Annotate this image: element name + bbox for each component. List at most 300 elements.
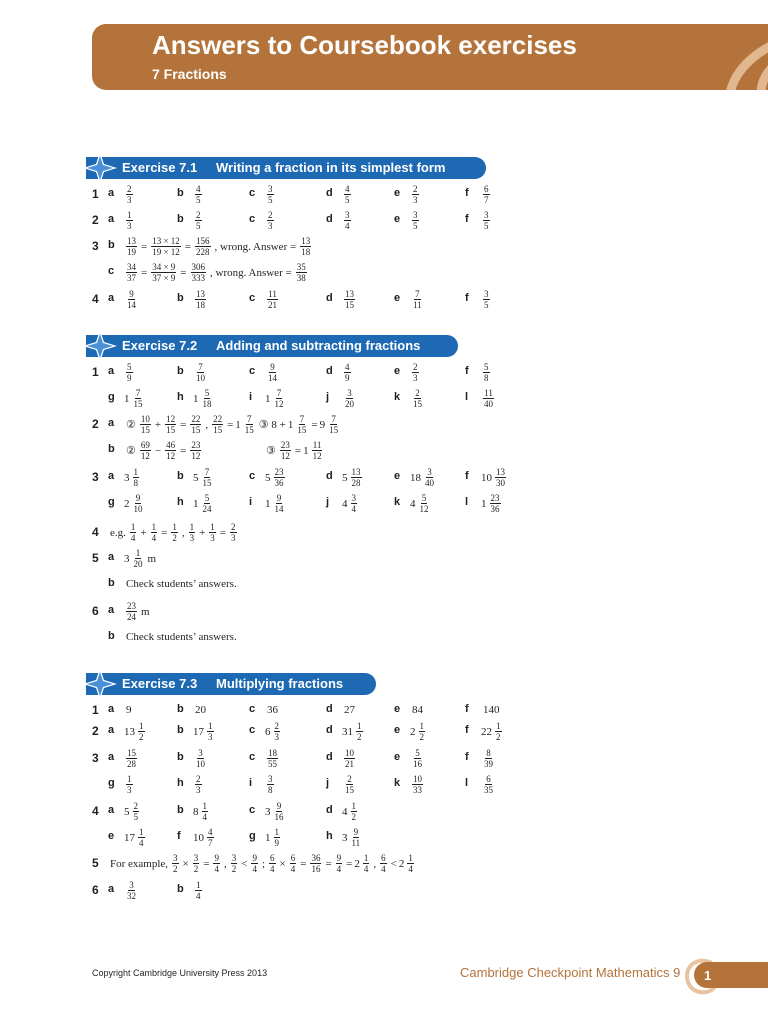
whole-number: 1 [193, 497, 199, 510]
denominator: 15 [166, 425, 176, 435]
denominator: 19 × 12 [152, 247, 180, 257]
numerator: 7 [331, 414, 336, 424]
answer-text: = [311, 418, 318, 431]
fraction [207, 827, 214, 848]
denominator: 36 [490, 504, 500, 514]
fraction [290, 853, 297, 874]
part-letter: l [465, 391, 469, 403]
part-letter: f [465, 703, 469, 715]
numerator: 1 [135, 548, 141, 558]
answer-row [0, 493, 768, 517]
numerator: 1 [139, 721, 144, 731]
fraction [363, 853, 370, 874]
numerator: 10 [140, 414, 150, 424]
answer-text: 9 [126, 704, 132, 716]
denominator: 5 [484, 221, 489, 231]
answer-item [177, 388, 215, 409]
answer-row [0, 880, 768, 904]
numerator: 1 [408, 853, 413, 863]
denominator: 18 [196, 300, 205, 310]
answer-text: < [390, 857, 397, 870]
denominator: 228 [196, 247, 210, 257]
fraction [190, 440, 201, 461]
numerator: 5 [127, 362, 132, 372]
answer-row [0, 289, 768, 313]
answer-item [108, 522, 239, 543]
numerator: 2 [127, 184, 132, 194]
numerator: 13 [196, 289, 205, 299]
part-letter: b [177, 804, 184, 816]
numerator: 3 [484, 210, 489, 220]
part-letter: d [326, 292, 333, 304]
answer-item [394, 289, 425, 310]
fraction [310, 853, 321, 874]
answer-item [465, 774, 496, 795]
part-letter: a [108, 187, 115, 199]
fraction [483, 774, 494, 795]
answer-item [249, 827, 282, 848]
answer-text: + [199, 526, 206, 539]
whole-number: 3 [124, 552, 130, 565]
part-letter: c [249, 470, 256, 482]
denominator: 16 [413, 759, 422, 769]
denominator: 3 [268, 221, 273, 231]
question-number: 3 [92, 239, 99, 253]
answer-item [394, 774, 425, 795]
denominator: 15 [244, 425, 254, 435]
answer-row [0, 210, 768, 234]
question-number: 6 [92, 883, 99, 897]
fraction [412, 774, 423, 795]
answer-item [394, 184, 421, 205]
whole-number: 2 [410, 725, 416, 738]
part-letter: f [465, 365, 469, 377]
denominator: 4 [363, 864, 369, 874]
denominator: 5 [413, 221, 418, 231]
denominator: 5 [133, 812, 138, 822]
fraction [412, 388, 423, 409]
fraction [344, 748, 355, 769]
denominator: 28 [127, 759, 136, 769]
fraction [133, 548, 144, 569]
part-letter: a [108, 751, 115, 763]
numerator: 13 [345, 289, 354, 299]
fraction [296, 414, 307, 435]
part-letter: f [465, 292, 469, 304]
fraction [296, 262, 307, 283]
numerator: 5 [484, 362, 489, 372]
answer-text: 84 [412, 704, 423, 716]
denominator: 4 [381, 864, 386, 874]
answer-item [108, 467, 141, 488]
denominator: 4 [202, 812, 207, 822]
answer-item [465, 748, 496, 769]
exercise-heading-7-3 [86, 673, 376, 695]
answer-item [108, 774, 135, 795]
whole-number: 10 [481, 471, 492, 484]
exercise-number: Exercise 7.1 [122, 160, 198, 175]
answer-row [0, 440, 768, 464]
denominator: 4 [139, 838, 144, 848]
header-banner [92, 24, 768, 90]
denominator: 3 [127, 195, 132, 205]
part-letter: g [108, 391, 115, 403]
part-letter: f [465, 213, 469, 225]
answer-item [177, 493, 215, 514]
denominator: 4 [130, 533, 136, 543]
numerator: 7 [204, 467, 210, 477]
part-letter: b [177, 213, 184, 225]
numerator: 2 [413, 362, 418, 372]
fraction [267, 289, 278, 310]
answer-row [0, 748, 768, 772]
part-letter: h [177, 496, 184, 508]
denominator: 21 [268, 300, 277, 310]
fraction [336, 853, 343, 874]
answer-item [465, 388, 496, 409]
whole-number: 5 [265, 471, 271, 484]
denominator: 12 [312, 451, 322, 461]
whole-number: 9 [319, 418, 326, 431]
answer-item [249, 493, 287, 514]
answer-item [326, 827, 363, 848]
question-number: 1 [92, 703, 99, 717]
fraction [424, 467, 435, 488]
fraction [356, 721, 363, 742]
whole-number: 3 [342, 831, 348, 844]
exercise-number: Exercise 7.3 [122, 676, 198, 691]
numerator: 18 [268, 748, 277, 758]
answer-item [249, 388, 287, 409]
part-letter: e [394, 470, 401, 482]
part-letter: d [326, 703, 333, 715]
denominator: 40 [484, 399, 493, 409]
part-letter: l [465, 777, 469, 789]
part-letter: l [465, 496, 469, 508]
answer-item [394, 210, 421, 231]
numerator: 2 [133, 801, 138, 811]
answer-item [108, 210, 135, 231]
answer-item [108, 548, 158, 569]
numerator: 9 [276, 801, 282, 811]
denominator: 14 [274, 504, 284, 514]
fraction [251, 853, 258, 874]
numerator: 11 [312, 440, 322, 450]
fraction [207, 721, 214, 742]
denominator: 28 [351, 478, 361, 488]
part-letter: a [108, 703, 115, 715]
exercise-number: Exercise 7.2 [122, 338, 198, 353]
fraction [483, 748, 494, 769]
answer-item [249, 748, 280, 769]
fraction [195, 236, 211, 257]
exercise-heading-7-2 [86, 335, 458, 357]
denominator: 333 [191, 273, 206, 283]
denominator: 24 [202, 504, 212, 514]
answer-text: < [241, 857, 248, 870]
denominator: 3 [208, 732, 213, 742]
part-letter: a [108, 804, 115, 816]
denominator: 18 [202, 399, 212, 409]
answer-item [177, 362, 208, 383]
denominator: 40 [425, 478, 434, 488]
fraction [133, 388, 144, 409]
answer-item [177, 210, 204, 231]
fraction [267, 210, 274, 231]
denominator: 16 [311, 864, 321, 874]
denominator: 4 [408, 864, 413, 874]
fraction [419, 721, 426, 742]
denominator: 15 [345, 785, 354, 795]
fraction [344, 774, 355, 795]
denominator: 8 [484, 373, 489, 383]
part-letter: a [108, 883, 115, 895]
part-letter: b [108, 577, 115, 589]
answer-item [326, 774, 357, 795]
question-number: 5 [92, 551, 99, 565]
answer-item [108, 440, 203, 461]
fraction [344, 184, 351, 205]
denominator: 12 [274, 399, 284, 409]
answer-text: = [227, 418, 234, 431]
answer-text: = [219, 526, 227, 539]
numerator: 9 [276, 493, 282, 503]
part-letter: g [108, 496, 115, 508]
answer-item [177, 467, 215, 488]
answer-item [108, 627, 239, 647]
answer-item [264, 440, 325, 461]
fraction [412, 210, 419, 231]
answer-item [108, 388, 146, 409]
numerator: 6 [484, 184, 489, 194]
page-title: Answers to Coursebook exercises [152, 30, 577, 60]
fraction [126, 184, 133, 205]
numerator: 1 [139, 827, 144, 837]
part-letter: e [394, 703, 401, 715]
fraction [300, 236, 311, 257]
answer-row [0, 827, 768, 851]
denominator: 15 [345, 300, 354, 310]
part-letter: a [108, 417, 115, 429]
question-number: 4 [92, 804, 99, 818]
part-letter: h [177, 777, 184, 789]
numerator: 1 [151, 522, 157, 532]
numerator: 13 [127, 236, 136, 246]
answer-item [465, 700, 502, 720]
answer-text: m [147, 552, 157, 565]
whole-number: 3 [124, 471, 130, 484]
fraction [269, 853, 276, 874]
part-letter: k [394, 391, 401, 403]
part-letter: c [108, 265, 115, 277]
answer-text: + [140, 526, 147, 539]
denominator: 8 [268, 785, 273, 795]
numerator: 3 [484, 289, 489, 299]
numerator: 13 [496, 467, 505, 477]
answer-text: = [180, 444, 187, 457]
fraction [126, 774, 133, 795]
part-letter: f [465, 724, 469, 736]
part-letter: a [108, 292, 115, 304]
numerator: 7 [415, 289, 420, 299]
numerator: 10 [413, 774, 422, 784]
numerator: 9 [252, 853, 257, 863]
denominator: 8 [133, 478, 138, 488]
denominator: 4 [270, 864, 275, 874]
part-letter: b [177, 292, 184, 304]
answer-item [465, 210, 492, 231]
copyright: Copyright Cambridge University Press 2013 [92, 968, 268, 978]
answer-item [394, 748, 425, 769]
numerator: 6 [270, 853, 275, 863]
fraction [351, 493, 358, 514]
answer-item [177, 801, 210, 822]
answer-row [0, 721, 768, 745]
denominator: 24 [127, 612, 136, 622]
answer-item [177, 827, 216, 848]
numerator: 11 [484, 388, 493, 398]
denominator: 15 [140, 425, 150, 435]
part-letter: d [326, 187, 333, 199]
fraction [133, 467, 140, 488]
numerator: 46 [166, 440, 176, 450]
denominator: 9 [274, 838, 279, 848]
fraction [126, 748, 137, 769]
answer-text: = [325, 857, 332, 870]
part-letter: g [108, 777, 115, 789]
answer-text: + [154, 418, 162, 431]
denominator: 37 [127, 273, 136, 283]
numerator: 7 [247, 414, 252, 424]
part-letter: b [108, 443, 115, 455]
denominator: 4 [151, 533, 157, 543]
denominator: 15 [297, 425, 307, 435]
fraction [202, 801, 209, 822]
denominator: 7 [484, 195, 489, 205]
denominator: 4 [290, 864, 296, 874]
numerator: 36 [311, 853, 321, 863]
part-letter: c [249, 365, 256, 377]
fraction [412, 289, 423, 310]
answer-text: Check students’ answers. [126, 631, 237, 643]
answer-item [326, 700, 357, 720]
answer-text: ③ 8 + [258, 419, 286, 431]
numerator: 3 [193, 853, 199, 863]
answer-text: , wrong. Answer = [214, 240, 297, 253]
numerator: 22 [213, 414, 223, 424]
fraction [190, 414, 201, 435]
numerator: 3 [198, 748, 203, 758]
part-letter: e [394, 724, 401, 736]
denominator: 15 [213, 425, 223, 435]
question-number: 1 [92, 187, 99, 201]
numerator: 7 [276, 388, 282, 398]
whole-number: 18 [410, 471, 421, 484]
answer-row [0, 853, 768, 877]
fraction [151, 236, 181, 257]
part-letter: e [394, 751, 401, 763]
denominator: 4 [196, 891, 201, 901]
answer-item [108, 236, 313, 257]
numerator: 306 [191, 262, 206, 272]
fraction [195, 880, 202, 901]
fraction [274, 388, 285, 409]
part-letter: a [108, 213, 115, 225]
part-letter: c [249, 292, 256, 304]
fraction [483, 362, 490, 383]
answer-item [177, 774, 204, 795]
answer-row [0, 236, 768, 260]
part-letter: d [326, 724, 333, 736]
answer-text: , wrong. Answer = [210, 266, 292, 279]
answer-item [465, 467, 508, 488]
denominator: 11 [351, 838, 361, 848]
denominator: 2 [231, 864, 237, 874]
answer-row [0, 627, 768, 651]
denominator: 2 [172, 533, 177, 543]
denominator: 9 [345, 373, 350, 383]
fraction [191, 262, 207, 283]
answer-item [465, 362, 492, 383]
answer-item [108, 853, 416, 874]
denominator: 3 [189, 533, 195, 543]
whole-number: 31 [342, 725, 353, 738]
star-icon [82, 151, 118, 185]
fraction [267, 748, 278, 769]
numerator: 5 [421, 493, 427, 503]
part-letter: b [108, 239, 115, 251]
part-letter: j [326, 391, 330, 403]
denominator: 2 [496, 732, 501, 742]
denominator: 3 [413, 195, 418, 205]
denominator: 18 [301, 247, 311, 257]
fraction [344, 210, 351, 231]
numerator: 3 [231, 853, 237, 863]
numerator: 9 [336, 853, 342, 863]
part-letter: k [394, 496, 401, 508]
question-number: 4 [92, 292, 99, 306]
question-number: 2 [92, 417, 99, 431]
answer-item [177, 289, 208, 310]
answer-item [326, 721, 365, 742]
numerator: 13 [351, 467, 361, 477]
answer-item [394, 467, 437, 488]
denominator: 3 [413, 373, 418, 383]
answer-row [0, 262, 768, 286]
fraction [151, 262, 176, 283]
denominator: 5 [196, 221, 201, 231]
numerator: 1 [274, 827, 279, 837]
question-number: 6 [92, 604, 99, 618]
whole-number: 2 [398, 857, 405, 870]
numerator: 23 [280, 440, 290, 450]
numerator: 3 [129, 880, 134, 890]
denominator: 4 [252, 864, 257, 874]
answer-text: , [205, 418, 209, 431]
numerator: 1 [172, 522, 177, 532]
fraction [351, 827, 362, 848]
numerator: 1 [210, 522, 215, 532]
question-number: 2 [92, 213, 99, 227]
denominator: 15 [329, 425, 339, 435]
answer-item [177, 721, 216, 742]
answer-row [0, 184, 768, 208]
star-icon [82, 667, 118, 701]
denominator: 36 [274, 478, 284, 488]
answer-row [0, 522, 768, 546]
numerator: 7 [135, 388, 141, 398]
swirl-decoration-icon [710, 24, 768, 90]
